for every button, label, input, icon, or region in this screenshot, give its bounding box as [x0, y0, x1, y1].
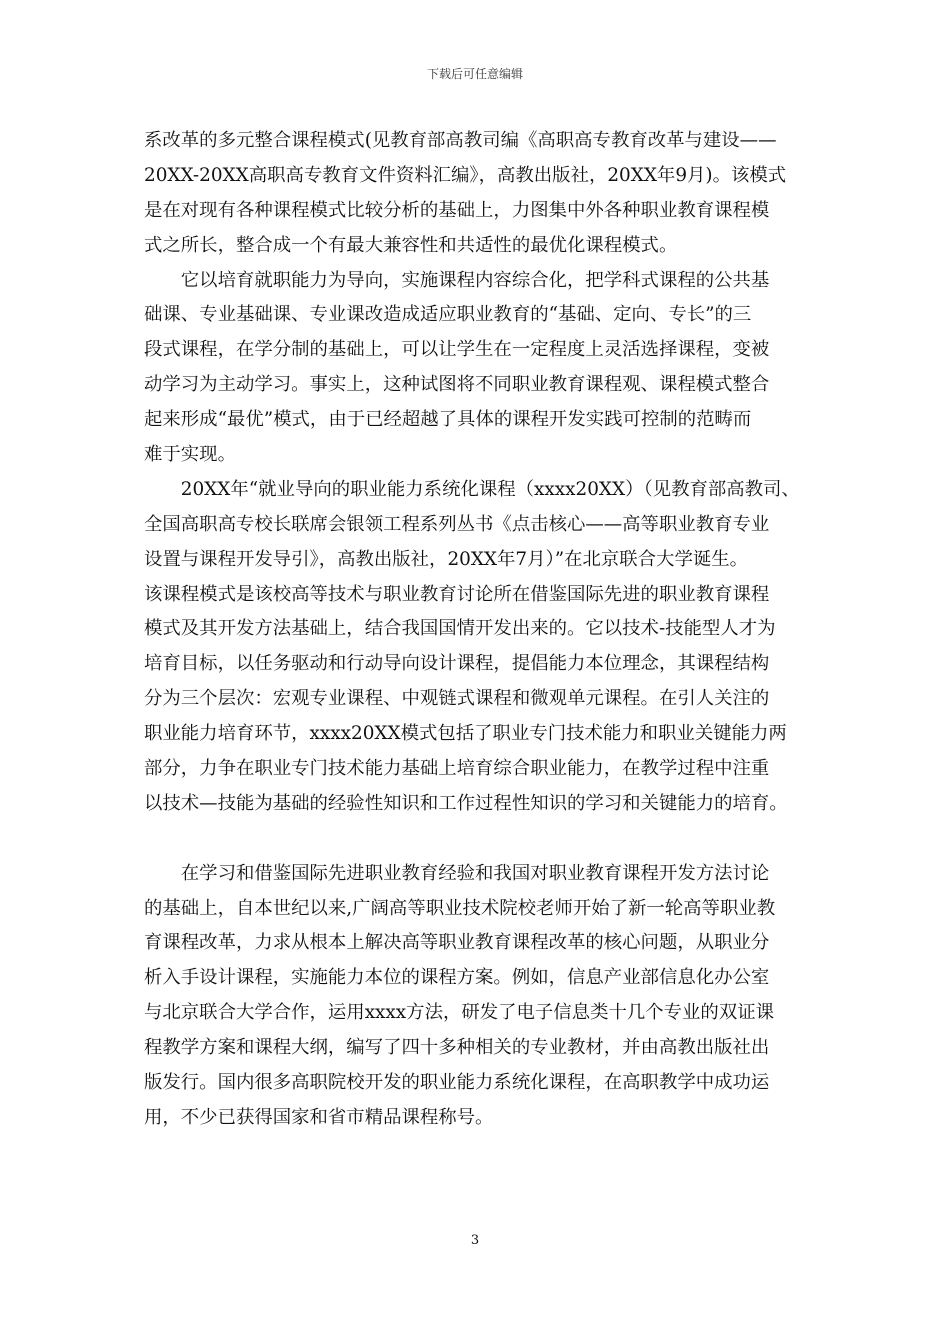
text-line: 础课、专业基础课、专业课改造成适应职业教育的“基础、定向、专长”的三 — [144, 304, 752, 326]
text-line: 起来形成“最优”模式，由于已经超越了具体的课程开发实践可控制的范畴而 — [144, 409, 752, 431]
text-line: 难于实现。 — [144, 444, 236, 466]
text-line: 20XX年“就业导向的职业能力系统化课程（xxxx20XX）（见教育部高教司、 — [144, 478, 800, 500]
text-line: 模式及其开发方法基础上，结合我国国情开发出来的。它以技术-技能型人才为 — [144, 618, 776, 640]
text-line: 版发行。国内很多高职院校开发的职业能力系统化课程，在高职教学中成功运 — [144, 1072, 770, 1094]
text-line: 程教学方案和课程大纲，编写了四十多种相关的专业教材，并由高教出版社出 — [144, 1037, 770, 1059]
text-line: 以技术—技能为基础的经验性知识和工作过程性知识的学习和关键能力的培育。 — [144, 792, 788, 814]
body-text — [144, 124, 810, 1136]
header-note: 下载后可任意编辑 — [426, 67, 523, 81]
text-line: 设置与课程开发导引》，高教出版社，20XX年7月）”在北京联合大学诞生。 — [144, 548, 749, 570]
text-line: 它以培育就职能力为导向，实施课程内容综合化，把学科式课程的公共基 — [144, 269, 770, 291]
text-line: 部分，力争在职业专门技术能力基础上培育综合职业能力，在教学过程中注重 — [144, 758, 770, 780]
text-line: 用，不少已获得国家和省市精品课程称号。 — [144, 1106, 494, 1128]
text-line: 培育目标，以任务驱动和行动导向设计课程，提倡能力本位理念，其课程结构 — [144, 653, 770, 675]
text-line: 20XX-20XX高职高专教育文件资料汇编》，高教出版社，20XX年9月)。该模式 — [144, 164, 787, 186]
text-line: 全国高职高专校长联席会银领工程系列丛书《点击核心——高等职业教育专业 — [144, 513, 770, 535]
text-line: 在学习和借鉴国际先进职业教育经验和我国对职业教育课程开发方法讨论 — [144, 862, 770, 884]
blank-line — [144, 822, 810, 857]
text-line: 析入手设计课程，实施能力本位的课程方案。例如，信息产业部信息化办公室 — [144, 967, 770, 989]
text-line: 是在对现有各种课程模式比较分析的基础上，力图集中外各种职业教育课程模 — [144, 199, 770, 221]
text-line: 分为三个层次：宏观专业课程、中观链式课程和微观单元课程。在引人关注的 — [144, 688, 770, 710]
text-line: 职业能力培育环节，xxxx20XX模式包括了职业专门技术能力和职业关键能力两 — [144, 723, 787, 745]
text-line: 系改革的多元整合课程模式(见教育部高教司编《高职高专教育改革与建设—— — [144, 130, 777, 151]
text-line: 式之所长，整合成一个有最大兼容性和共适性的最优化课程模式。 — [144, 234, 678, 256]
text-line: 的基础上，自本世纪以来,广阔高等职业技术院校老师开始了新一轮高等职业教 — [144, 897, 776, 919]
text-line: 育课程改革，力求从根本上解决高等职业教育课程改革的核心问题，从职业分 — [144, 932, 770, 954]
text-line: 与北京联合大学合作，运用xxxx方法，研发了电子信息类十几个专业的双证课 — [144, 1002, 774, 1024]
text-line: 段式课程，在学分制的基础上，可以让学生在一定程度上灵活选择课程，变被 — [144, 339, 770, 361]
text-line: 动学习为主动学习。事实上，这种试图将不同职业教育课程观、课程模式整合 — [144, 374, 770, 396]
text-line: 该课程模式是该校高等技术与职业教育讨论所在借鉴国际先进的职业教育课程 — [144, 583, 770, 605]
page-number: 3 — [470, 1233, 480, 1248]
